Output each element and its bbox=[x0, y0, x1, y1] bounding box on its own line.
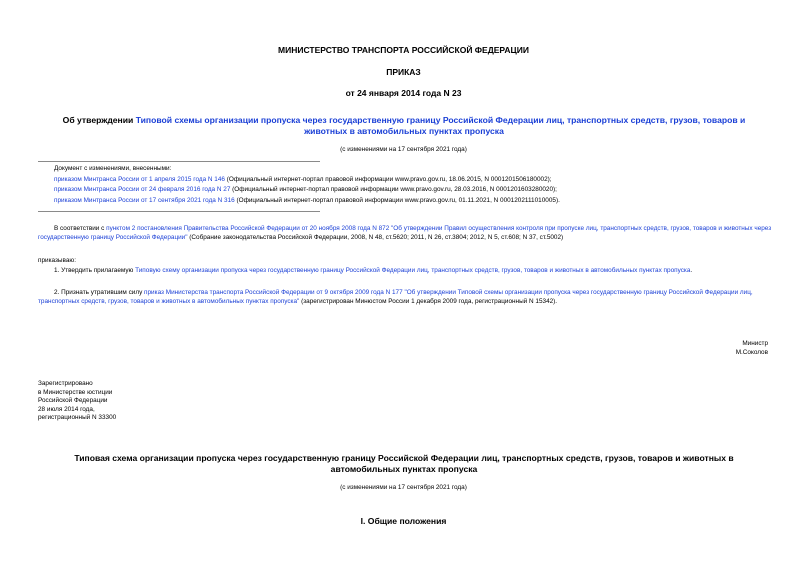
revision-note: (с изменениями на 17 сентября 2021 года) bbox=[340, 146, 467, 153]
registration-block bbox=[38, 380, 238, 423]
scheme-revision-note: (с изменениями на 17 сентября 2021 года) bbox=[340, 484, 467, 491]
registration-line: Российской Федерации bbox=[38, 397, 108, 404]
scheme-title: Типовая схема организации пропуска через государственную границу Российской Федерации лиц, транспортных средств, грузов, товаров и животных в автомобильных пунктах пропуска bbox=[74, 453, 734, 474]
preamble-source: (Собрание законодательства Российской Федерации, 2008, N 48, ст.5620; 2011, N 26, ст.3804; 2012, N 5, ст.608; N 37, ст.5002) bbox=[187, 233, 564, 241]
registration-line: в Министерстве юстиции bbox=[38, 388, 113, 396]
registration-line: Зарегистрировано bbox=[38, 380, 93, 387]
registration-line: 28 июля 2014 года, bbox=[38, 405, 95, 413]
item-1-paragraph bbox=[38, 267, 778, 276]
ministry-heading: МИНИСТЕРСТВО ТРАНСПОРТА РОССИЙСКОЙ ФЕДЕРАЦИИ bbox=[278, 45, 529, 55]
section-heading: I. Общие положения bbox=[360, 516, 447, 526]
divider-bottom bbox=[38, 211, 320, 212]
item-2-end: (зарегистрирован Минюстом России 1 декабря 2009 года, регистрационный N 15342). bbox=[299, 297, 558, 305]
preamble-text: В соответствии с bbox=[54, 225, 107, 232]
item-2-text: 2. Признать утратившим силу bbox=[54, 289, 145, 296]
signature-name: М.Соколов bbox=[735, 348, 768, 356]
doc-type-heading: ПРИКАЗ bbox=[386, 67, 421, 77]
change-desc-1: (Официальный интернет-портал правовой информации www.pravo.gov.ru, 18.06.2015, N 0001201506180002); bbox=[224, 175, 552, 183]
item-1-text: 1. Утвердить прилагаемую bbox=[54, 267, 136, 274]
change-item bbox=[54, 197, 754, 206]
order-title-prefix: Об утверждении bbox=[62, 115, 136, 125]
change-desc-2: (Официальный интернет-портал правовой информации www.pravo.gov.ru, 28.03.2016, N 0001201603280020); bbox=[230, 186, 557, 193]
signature-role: Министр bbox=[742, 340, 768, 347]
order-title bbox=[40, 115, 768, 136]
changes-block bbox=[54, 165, 754, 205]
preamble-paragraph bbox=[38, 225, 772, 242]
signature-block bbox=[600, 340, 768, 357]
item-2-link[interactable]: приказ Министерства транспорта Российской Федерации от 9 октября 2009 года N 177 "Об утверждении Типовой схемы организации пропуска через государственную границу Российской Федерации лиц, транспортных средств, грузов, товаров и животных в автомобильных пунктах пропуска" bbox=[38, 289, 753, 305]
date-number-heading: от 24 января 2014 года N 23 bbox=[345, 88, 462, 98]
change-item bbox=[54, 176, 754, 185]
order-word: приказываю: bbox=[38, 257, 76, 264]
changes-intro: Документ с изменениями, внесенными: bbox=[54, 165, 172, 172]
change-link-3[interactable]: приказом Минтранса России от 17 сентября 2021 года N 316 bbox=[54, 196, 235, 204]
change-link-2[interactable]: приказом Минтранса России от 24 февраля 2016 года N 27 bbox=[54, 186, 231, 193]
item-2-paragraph bbox=[38, 289, 772, 306]
item-1-end: . bbox=[690, 267, 693, 274]
change-desc-3: (Официальный интернет-портал правовой информации www.pravo.gov.ru, 01.11.2021, N 0001202111010005). bbox=[234, 196, 560, 204]
preamble-link[interactable]: пунктом 2 постановления Правительства Российской Федерации от 20 ноября 2008 года N 872 "Об утверждении Правил осуществления контроля при пропуске лиц, транспортных средств, грузов, товаров и животных через государственную границу Российской Федерации" bbox=[38, 225, 772, 241]
divider-top bbox=[38, 161, 320, 162]
change-item bbox=[54, 186, 754, 195]
registration-line: регистрационный N 33300 bbox=[38, 414, 117, 421]
change-link-1[interactable]: приказом Минтранса России от 1 апреля 2015 года N 146 bbox=[54, 175, 225, 183]
order-title-link[interactable]: Типовой схемы организации пропуска через государственную границу Российской Федерации лиц, транспортных средств, грузов, товаров и животных в автомобильных пунктах пропуска bbox=[135, 115, 746, 136]
item-1-link[interactable]: Типовую схему организации пропуска через государственную границу Российской Федерации лиц, транспортных средств, грузов, товаров и животных в автомобильных пунктах пропуска bbox=[135, 267, 691, 274]
